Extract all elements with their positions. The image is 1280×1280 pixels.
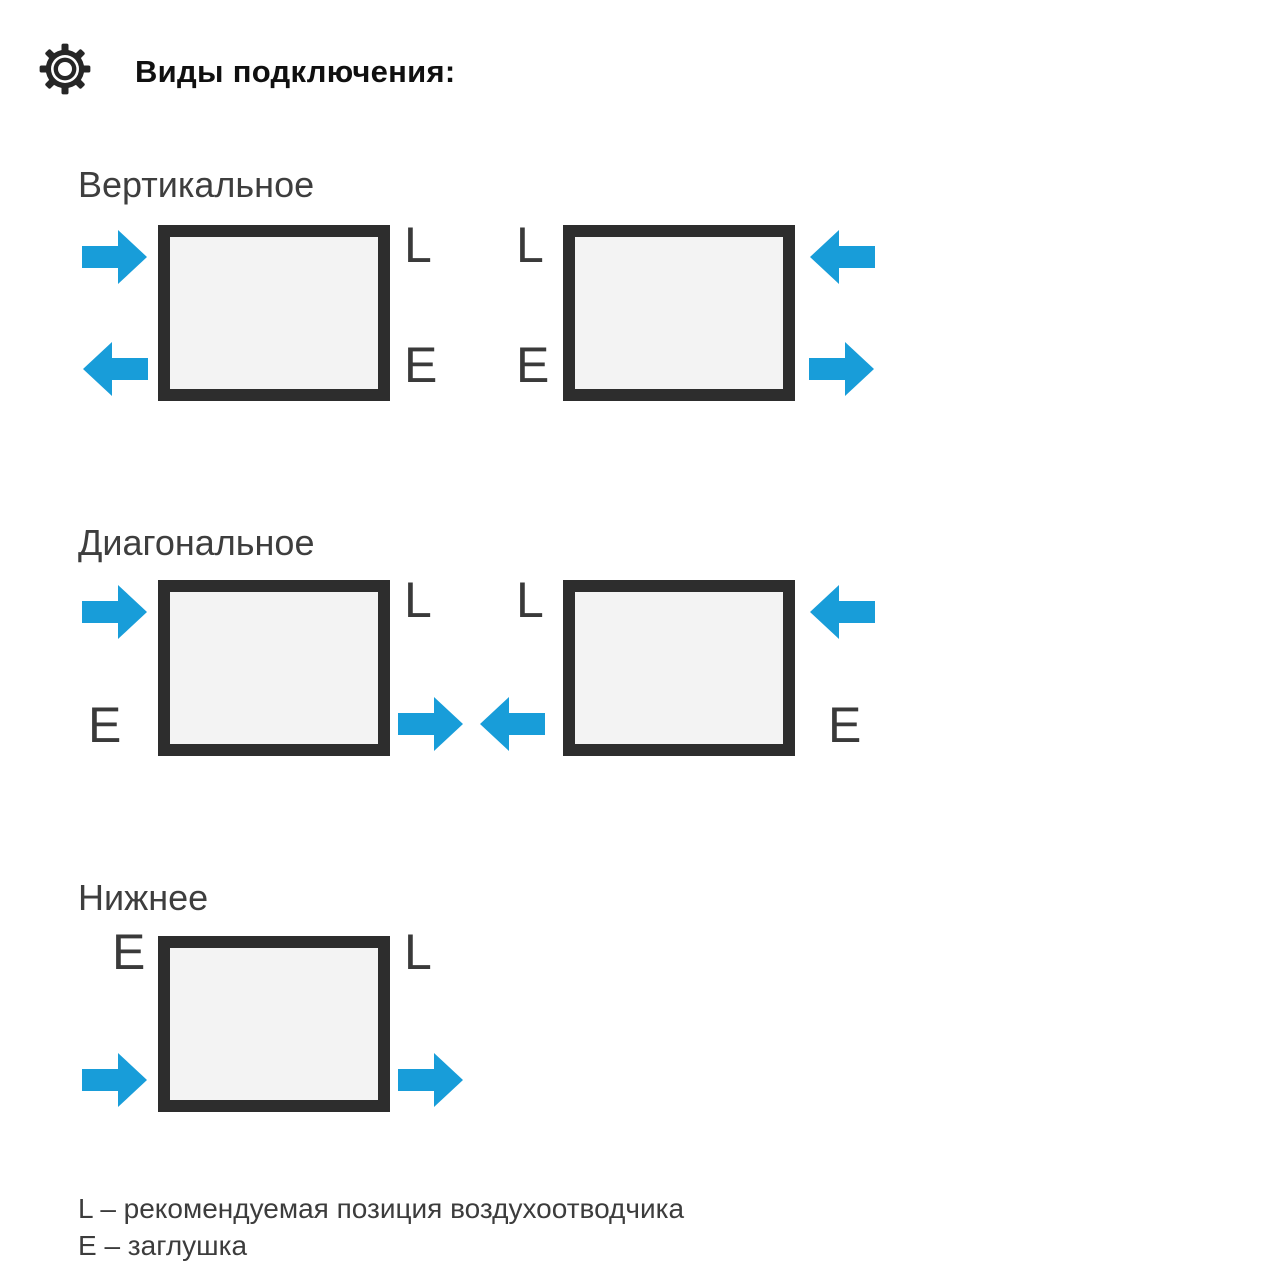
gear-icon	[37, 41, 93, 102]
flow-in-arrow-icon	[82, 1052, 148, 1108]
legend-plug: E – заглушка	[78, 1230, 248, 1261]
air-vent-label: L	[404, 572, 432, 628]
air-vent-label: L	[516, 572, 544, 628]
flow-out-arrow-icon	[82, 341, 148, 397]
page-title: Виды подключения:	[135, 54, 456, 89]
flow-in-arrow-icon	[809, 584, 875, 640]
flow-out-arrow-icon	[398, 696, 464, 752]
flow-out-arrow-icon	[479, 696, 545, 752]
flow-out-arrow-icon	[809, 341, 875, 397]
section-title-vertical: Вертикальное	[78, 164, 315, 205]
plug-label: E	[828, 697, 862, 753]
flow-in-arrow-icon	[809, 229, 875, 285]
radiator-box	[563, 580, 795, 756]
section-title-bottom: Нижнее	[78, 877, 209, 918]
flow-in-arrow-icon	[82, 229, 148, 285]
plug-label: E	[516, 337, 550, 393]
radiator-box	[158, 580, 390, 756]
radiator-box	[158, 225, 390, 401]
radiator-box	[158, 936, 390, 1112]
plug-label: E	[404, 337, 438, 393]
flow-in-arrow-icon	[82, 584, 148, 640]
radiator-box	[563, 225, 795, 401]
air-vent-label: L	[516, 217, 544, 273]
section-title-diagonal: Диагональное	[78, 522, 315, 563]
flow-out-arrow-icon	[398, 1052, 464, 1108]
air-vent-label: L	[404, 924, 432, 980]
plug-label: E	[112, 924, 146, 980]
plug-label: E	[88, 697, 122, 753]
legend-air-vent: L – рекомендуемая позиция воздухоотводчика	[78, 1193, 685, 1224]
air-vent-label: L	[404, 217, 432, 273]
